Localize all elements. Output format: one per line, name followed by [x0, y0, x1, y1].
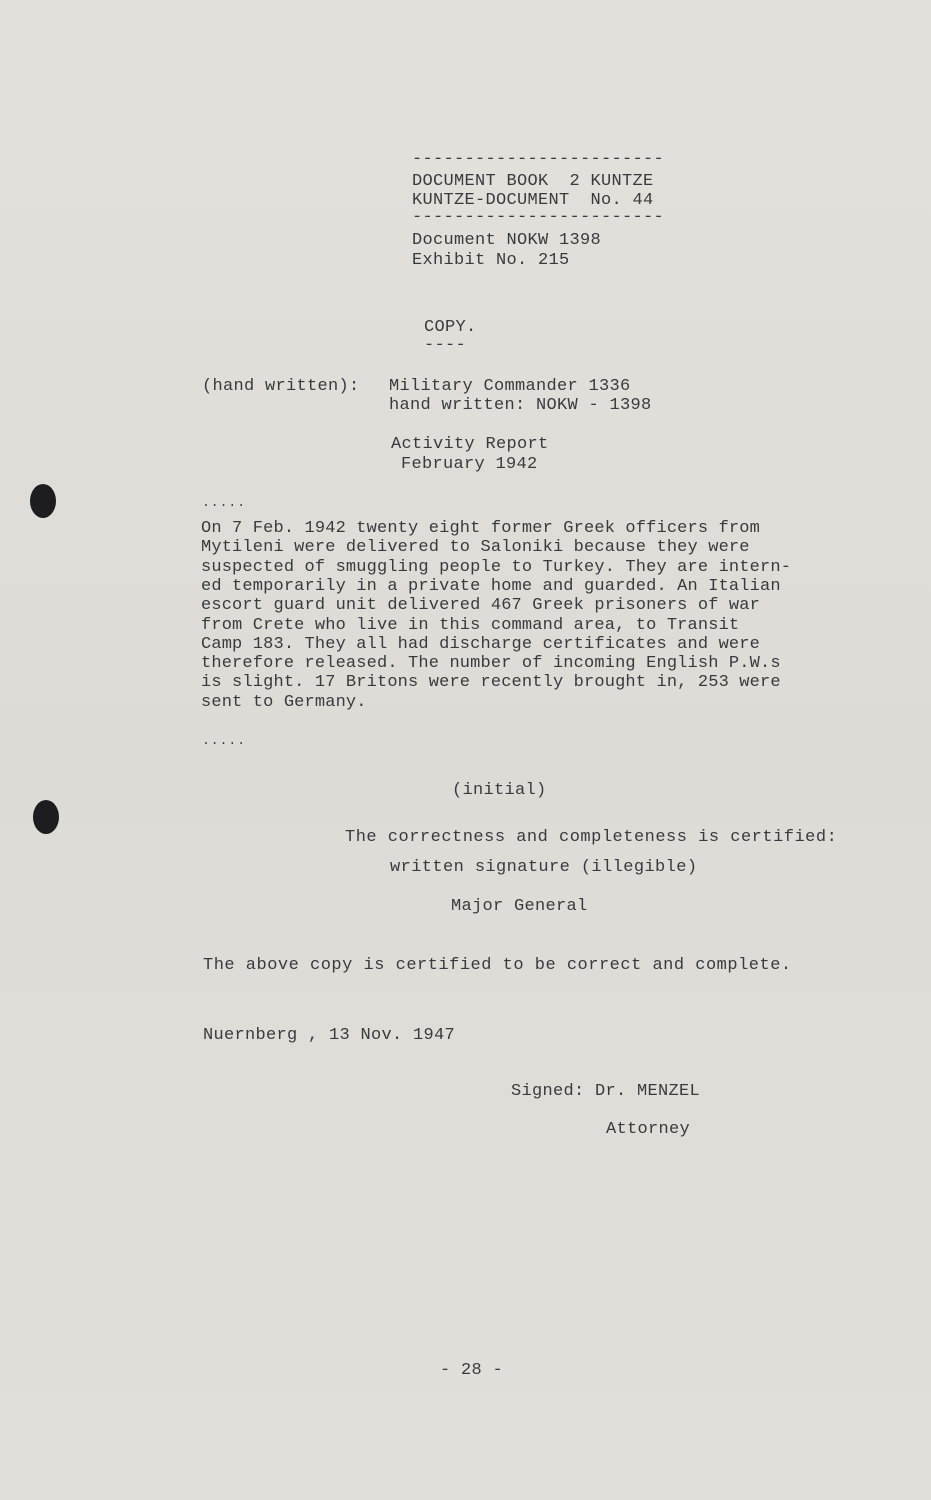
signed-line: Signed: Dr. MENZEL: [511, 1082, 701, 1101]
header-rule-mid: ------------------------: [412, 208, 665, 227]
handwritten-label: (hand written):: [202, 377, 360, 396]
report-title: Activity Report: [391, 435, 549, 454]
certification-line: The correctness and completeness is certified:: [345, 828, 838, 847]
report-date: February 1942: [401, 455, 538, 474]
ellipsis-bottom: .....: [202, 733, 247, 748]
signature-note: written signature (illegible): [390, 858, 698, 877]
copy-certified-line: The above copy is certified to be correct and complete.: [203, 956, 792, 975]
body-line: Mytileni were delivered to Saloniki because they were: [201, 538, 750, 558]
body-line: from Crete who live in this command area, to Transit: [201, 615, 740, 635]
body-line: On 7 Feb. 1942 twenty eight former Greek officers from: [201, 519, 760, 538]
ellipsis-top: .....: [202, 495, 247, 510]
body-line: escort guard unit delivered 467 Greek prisoners of war: [201, 596, 760, 616]
page-number: - 28 -: [440, 1361, 504, 1380]
initial-note: (initial): [452, 781, 547, 800]
copy-title: COPY.: [424, 318, 477, 337]
punch-hole-bottom: [33, 800, 59, 834]
punch-hole-top: [30, 484, 56, 518]
body-line: therefore released. The number of incoming English P.W.s: [201, 654, 781, 674]
body-line: is slight. 17 Britons were recently brought in, 253 were: [201, 673, 781, 693]
body-line: sent to Germany.: [201, 692, 367, 712]
body-line: Camp 183. They all had discharge certificates and were: [201, 634, 760, 654]
body-line: suspected of smuggling people to Turkey. They are intern-: [201, 557, 792, 577]
handwritten-nokw-line: hand written: NOKW - 1398: [389, 396, 652, 415]
attorney-title: Attorney: [606, 1120, 691, 1139]
document-book-line: DOCUMENT BOOK 2 KUNTZE: [412, 172, 654, 191]
copy-underline: ----: [424, 336, 467, 355]
body-line: ed temporarily in a private home and guarded. An Italian: [201, 576, 781, 596]
rank-line: Major General: [451, 897, 588, 916]
kuntze-document-line: KUNTZE-DOCUMENT No. 44: [412, 191, 654, 210]
header-rule-top: ------------------------: [412, 150, 665, 169]
military-commander-line: Military Commander 1336: [389, 377, 631, 396]
document-number: Document NOKW 1398: [412, 231, 602, 250]
exhibit-number: Exhibit No. 215: [412, 251, 570, 270]
place-date: Nuernberg , 13 Nov. 1947: [203, 1026, 456, 1045]
